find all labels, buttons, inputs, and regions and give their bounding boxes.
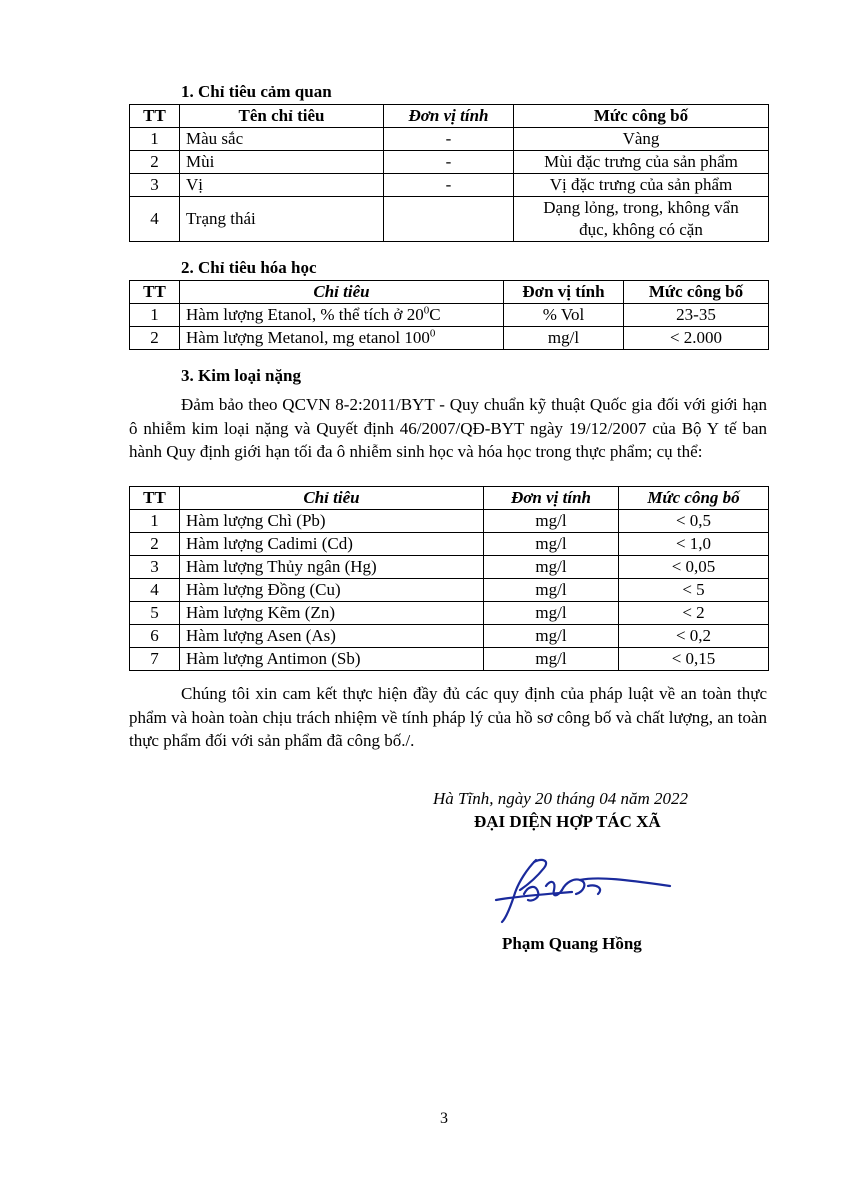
- table-row: [130, 174, 769, 197]
- table-row: [130, 304, 769, 327]
- cell-name: [180, 327, 504, 350]
- table-header-row: [130, 281, 769, 304]
- table-header-row: [130, 105, 769, 128]
- cell-unit: % Vol: [504, 304, 624, 327]
- header-value: Mức công bố: [619, 487, 769, 510]
- superscript: 0: [429, 327, 436, 340]
- cell-name: [180, 304, 504, 327]
- cell-name: Hàm lượng Antimon (Sb): [180, 648, 484, 671]
- cell-name-suffix: C: [429, 305, 441, 324]
- cell-tt: 7: [130, 648, 180, 671]
- cell-tt: 1: [130, 304, 180, 327]
- commitment-text: Chúng tôi xin cam kết thực hiện đầy đủ các quy định của pháp luật về an toàn thực phẩm và hoàn toàn chịu trách nhiệm về tính pháp lý của hồ sơ công bố và chất lượng, an toàn thực phẩm đối với sản phẩm đã công bố./.: [129, 684, 767, 750]
- cell-name: Hàm lượng Chì (Pb): [180, 510, 484, 533]
- cell-value: Vị đặc trưng của sản phẩm: [514, 174, 769, 197]
- cell-tt: 2: [130, 533, 180, 556]
- heavy-metal-table: [129, 486, 769, 671]
- cell-value: Vàng: [514, 128, 769, 151]
- cell-tt: 2: [130, 151, 180, 174]
- place-date: Hà Tĩnh, ngày 20 tháng 04 năm 2022: [433, 789, 688, 808]
- cell-value: [514, 197, 769, 242]
- cell-value: < 2.000: [624, 327, 769, 350]
- cell-name: Hàm lượng Kẽm (Zn): [180, 602, 484, 625]
- cell-tt: 4: [130, 579, 180, 602]
- cell-unit: -: [384, 128, 514, 151]
- cell-value: < 0,05: [619, 556, 769, 579]
- cell-tt: 3: [130, 556, 180, 579]
- header-name: Chỉ tiêu: [180, 487, 484, 510]
- superscript: 0: [423, 304, 430, 317]
- header-name: Tên chỉ tiêu: [180, 105, 384, 128]
- cell-value: < 1,0: [619, 533, 769, 556]
- cell-name-text: Hàm lượng Etanol, % thể tích ở 20: [186, 305, 424, 324]
- cell-unit: mg/l: [484, 648, 619, 671]
- table-row: [130, 625, 769, 648]
- cell-name: Hàm lượng Asen (As): [180, 625, 484, 648]
- header-unit: Đơn vị tính: [504, 281, 624, 304]
- cell-value: Mùi đặc trưng của sản phẩm: [514, 151, 769, 174]
- cell-name: Hàm lượng Thủy ngân (Hg): [180, 556, 484, 579]
- cell-tt: 5: [130, 602, 180, 625]
- header-name: Chỉ tiêu: [180, 281, 504, 304]
- cell-unit: mg/l: [484, 625, 619, 648]
- header-unit: Đơn vị tính: [384, 105, 514, 128]
- intro-text: Đảm bảo theo QCVN 8-2:2011/BYT - Quy chuẩn kỹ thuật Quốc gia đối với giới hạn ô nhiễm kim loại nặng và Quyết định 46/2007/QĐ-BYT ngày 19/12/2007 của Bộ Y tế ban hành Quy định giới hạn tối đa ô nhiễm sinh học và hóa học trong thực phẩm; cụ thể:: [129, 395, 767, 461]
- cell-value: 23-35: [624, 304, 769, 327]
- table-row: [130, 128, 769, 151]
- section-2-heading: 2. Chỉ tiêu hóa học: [181, 258, 317, 277]
- cell-value: < 0,2: [619, 625, 769, 648]
- sensory-table: [129, 104, 769, 242]
- cell-name: Màu sắc: [180, 128, 384, 151]
- cell-tt: 6: [130, 625, 180, 648]
- header-value: Mức công bố: [514, 105, 769, 128]
- header-tt: TT: [130, 281, 180, 304]
- cell-tt: 1: [130, 510, 180, 533]
- signer-name: Phạm Quang Hồng: [502, 934, 642, 953]
- cell-value: < 2: [619, 602, 769, 625]
- cell-unit: mg/l: [484, 556, 619, 579]
- header-value: Mức công bố: [624, 281, 769, 304]
- cell-unit: mg/l: [484, 579, 619, 602]
- chemical-table: [129, 280, 769, 350]
- cell-tt: 2: [130, 327, 180, 350]
- table-row: [130, 556, 769, 579]
- table-row: [130, 151, 769, 174]
- cell-tt: 3: [130, 174, 180, 197]
- cell-value-line: đục, không có cặn: [579, 220, 703, 239]
- cell-name: Trạng thái: [180, 197, 384, 242]
- cell-name: Hàm lượng Đồng (Cu): [180, 579, 484, 602]
- table-row: [130, 510, 769, 533]
- table-row: [130, 533, 769, 556]
- cell-value: < 0,5: [619, 510, 769, 533]
- cell-value-line: Dạng lỏng, trong, không vẩn: [543, 198, 739, 217]
- header-unit: Đơn vị tính: [484, 487, 619, 510]
- cell-unit: mg/l: [504, 327, 624, 350]
- cell-unit: -: [384, 151, 514, 174]
- header-tt: TT: [130, 105, 180, 128]
- cell-unit: [384, 197, 514, 242]
- cell-name: Mùi: [180, 151, 384, 174]
- cell-value: < 5: [619, 579, 769, 602]
- cell-tt: 4: [130, 197, 180, 242]
- table-row: [130, 602, 769, 625]
- cell-name-text: Hàm lượng Metanol, mg etanol 100: [186, 328, 430, 347]
- signature: [488, 850, 678, 930]
- cell-unit: -: [384, 174, 514, 197]
- section-1-heading: 1. Chỉ tiêu cảm quan: [181, 82, 332, 101]
- cell-name: Hàm lượng Cadimi (Cd): [180, 533, 484, 556]
- cell-name: Vị: [180, 174, 384, 197]
- cell-tt: 1: [130, 128, 180, 151]
- section-3-heading: 3. Kim loại nặng: [181, 366, 301, 385]
- table-header-row: [130, 487, 769, 510]
- representative-title: ĐẠI DIỆN HỢP TÁC XÃ: [474, 812, 661, 831]
- heavy-metal-intro: [129, 393, 767, 464]
- cell-unit: mg/l: [484, 602, 619, 625]
- cell-value: < 0,15: [619, 648, 769, 671]
- cell-unit: mg/l: [484, 510, 619, 533]
- table-row: [130, 327, 769, 350]
- commitment-paragraph: [129, 682, 767, 753]
- cell-unit: mg/l: [484, 533, 619, 556]
- page-number: 3: [440, 1110, 448, 1127]
- table-row: [130, 579, 769, 602]
- table-row: [130, 648, 769, 671]
- header-tt: TT: [130, 487, 180, 510]
- table-row: [130, 197, 769, 242]
- signature-icon: [488, 850, 678, 925]
